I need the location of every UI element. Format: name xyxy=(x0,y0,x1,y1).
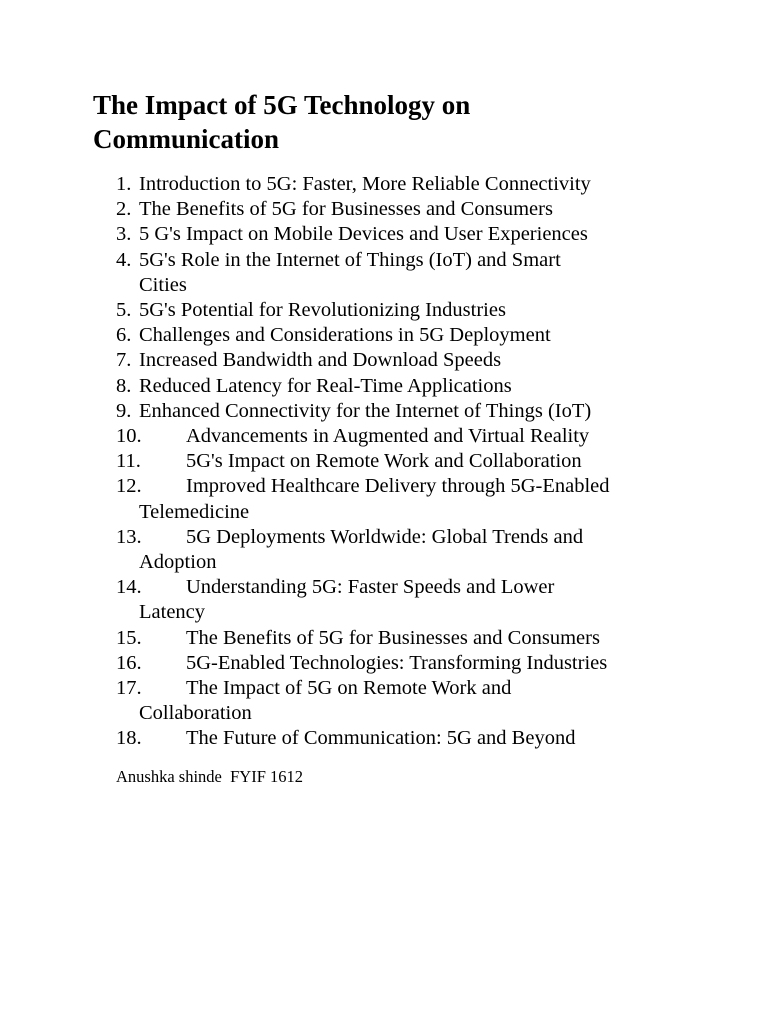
list-item xyxy=(116,323,686,348)
list-item xyxy=(116,374,686,399)
list-item xyxy=(116,474,686,524)
list-item-number: 6. xyxy=(116,324,132,347)
topic-list xyxy=(116,172,686,752)
list-item-text-continuation: Latency xyxy=(139,601,206,624)
list-item-text-continuation: Telemedicine xyxy=(139,500,250,523)
list-item-number: 3. xyxy=(116,223,132,246)
list-item-number: 16. xyxy=(116,651,142,674)
list-item xyxy=(116,424,686,449)
list-item-text: The Future of Communication: 5G and Beyond xyxy=(186,727,576,750)
list-item xyxy=(116,626,686,651)
list-item-text: Introduction to 5G: Faster, More Reliable Connectivity xyxy=(139,173,591,195)
list-item xyxy=(116,348,686,373)
list-item-text: The Benefits of 5G for Businesses and Consumers xyxy=(139,198,553,221)
list-item-text: 5G-Enabled Technologies: Transforming Industries xyxy=(186,651,608,674)
list-item-number: 7. xyxy=(116,349,132,372)
list-item-text-continuation: Adoption xyxy=(139,551,217,574)
list-item-number: 14. xyxy=(116,576,142,599)
list-item-number: 2. xyxy=(116,198,132,221)
list-item-text: 5G Deployments Worldwide: Global Trends and xyxy=(186,525,584,548)
list-item xyxy=(116,726,686,751)
list-item-number: 18. xyxy=(116,727,142,750)
list-item xyxy=(116,248,686,298)
list-item xyxy=(116,399,686,424)
list-item-number: 17. xyxy=(116,677,142,700)
list-item-number: 8. xyxy=(116,374,132,397)
list-item-number: 12. xyxy=(116,475,142,498)
list-item xyxy=(116,449,686,474)
list-item-number: 11. xyxy=(116,450,141,473)
list-item-text: Increased Bandwidth and Download Speeds xyxy=(139,349,502,372)
list-item-text-continuation: Collaboration xyxy=(139,702,252,725)
list-item-text: Improved Healthcare Delivery through 5G-Enabled xyxy=(186,475,610,498)
list-item-text: 5 G's Impact on Mobile Devices and User Experiences xyxy=(139,223,588,246)
list-item xyxy=(116,222,686,247)
list-item xyxy=(116,525,686,575)
list-item-number: 1. xyxy=(116,173,132,195)
list-item-text: The Impact of 5G on Remote Work and xyxy=(186,677,512,700)
list-item-number: 5. xyxy=(116,299,132,322)
list-item xyxy=(116,197,686,222)
list-item xyxy=(116,676,686,726)
list-item xyxy=(116,651,686,676)
list-item-number: 4. xyxy=(116,248,132,271)
list-item-text: Enhanced Connectivity for the Internet of Things (IoT) xyxy=(139,399,592,422)
list-item-text: Understanding 5G: Faster Speeds and Lower xyxy=(186,576,555,599)
list-item-number: 15. xyxy=(116,626,142,649)
list-item-text: 5G's Role in the Internet of Things (IoT) and Smart xyxy=(139,248,561,271)
list-item-number: 9. xyxy=(116,399,132,422)
list-item-text: 5G's Potential for Revolutionizing Industries xyxy=(139,299,506,322)
list-item-number: 10. xyxy=(116,425,142,448)
list-item-number: 13. xyxy=(116,525,142,548)
list-item xyxy=(116,172,686,197)
list-item xyxy=(116,298,686,323)
author-footer: Anushka shinde FYIF 1612 xyxy=(116,767,304,786)
list-item xyxy=(116,575,686,625)
list-item-text: The Benefits of 5G for Businesses and Consumers xyxy=(186,626,600,649)
list-item-text-continuation: Cities xyxy=(139,273,187,296)
list-item-text: Reduced Latency for Real-Time Applications xyxy=(139,374,512,397)
page-title: The Impact of 5G Technology on Communication xyxy=(93,90,471,154)
list-item-text: Challenges and Considerations in 5G Deployment xyxy=(139,324,551,347)
list-item-text: Advancements in Augmented and Virtual Reality xyxy=(186,425,590,448)
list-item-text: 5G's Impact on Remote Work and Collaboration xyxy=(186,450,582,473)
